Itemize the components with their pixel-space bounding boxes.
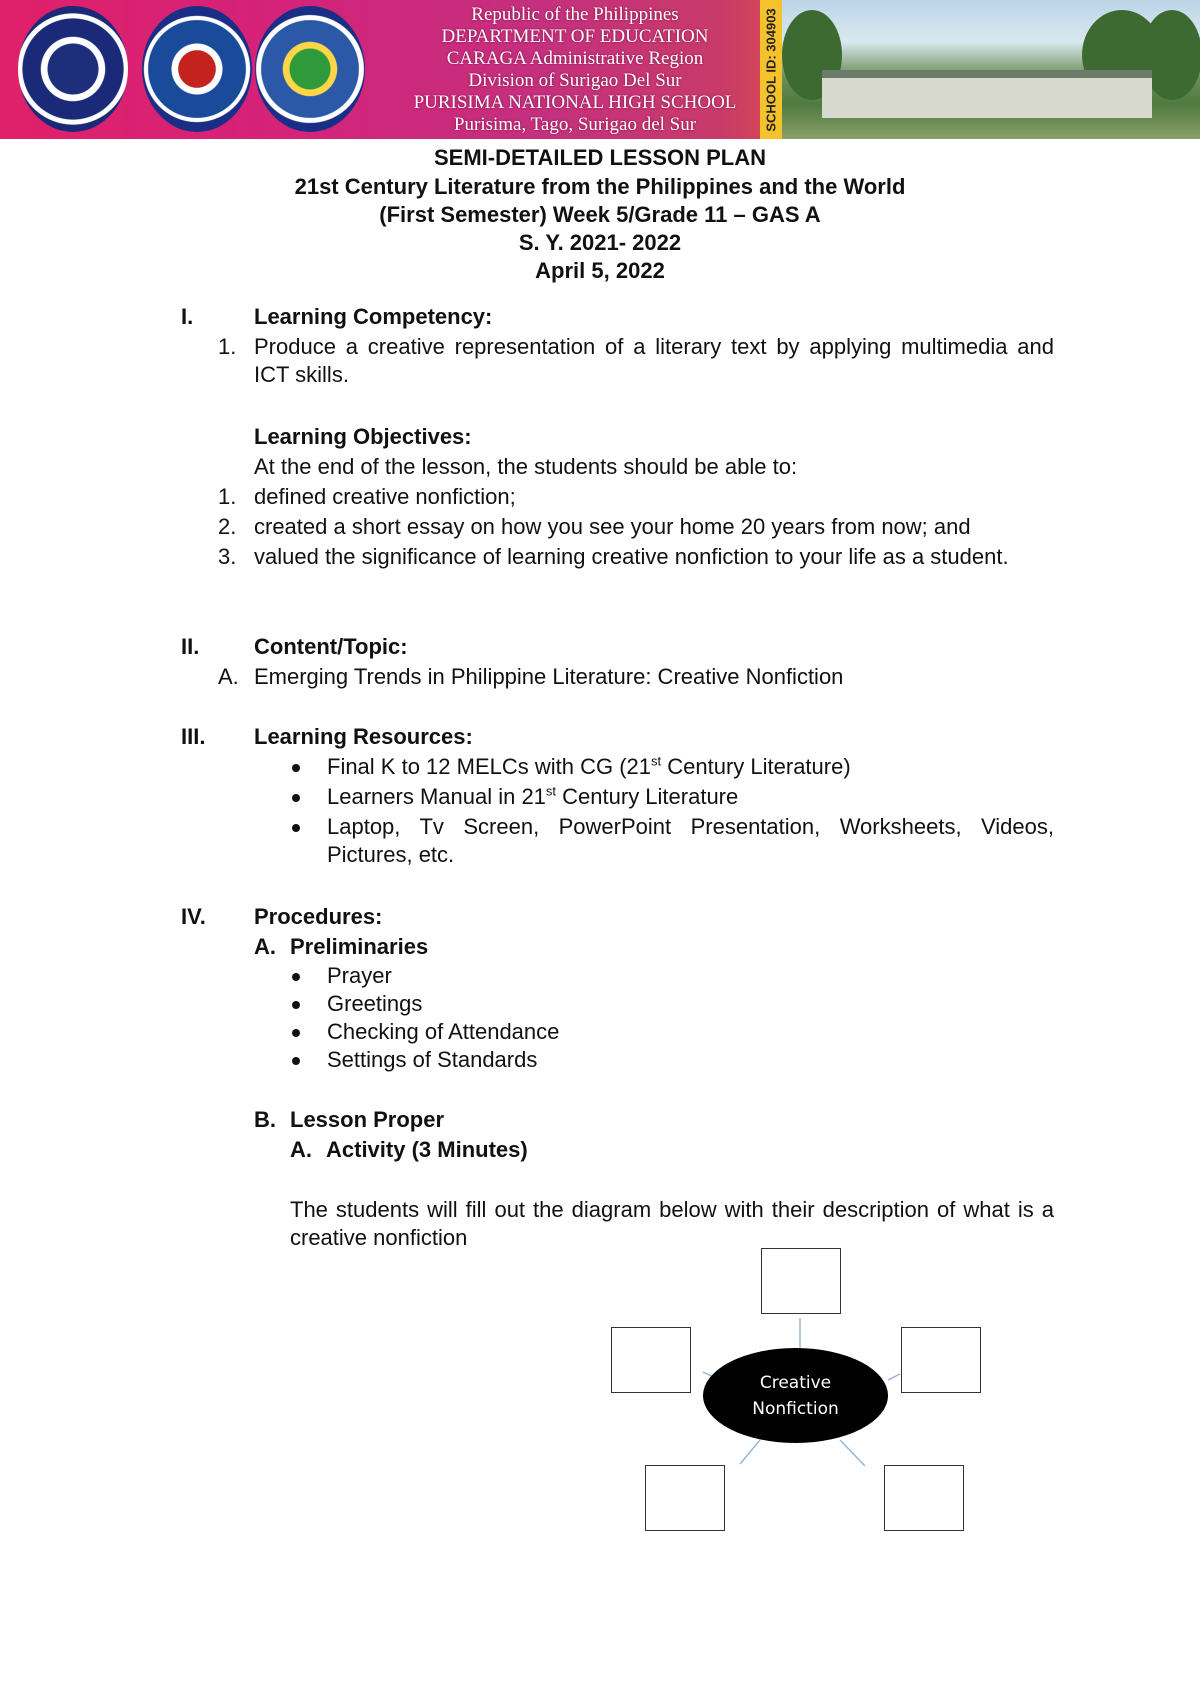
header-line-deped: DEPARTMENT OF EDUCATION — [441, 26, 709, 47]
section-4-heading: Procedures: — [254, 904, 383, 929]
section-2-number: II. — [181, 634, 200, 659]
diagram-blank-box-right[interactable] — [901, 1327, 981, 1393]
diagram-center-node — [703, 1348, 888, 1443]
topic-text: Emerging Trends in Philippine Literature: Creative Nonfiction — [254, 664, 844, 689]
objective-text: defined creative nonfiction; — [254, 484, 516, 509]
doc-title: SEMI-DETAILED LESSON PLAN — [433, 145, 767, 170]
topic-letter: A. — [218, 664, 239, 689]
header-line-region: CARAGA Administrative Region — [446, 48, 704, 69]
header-line-school: PURISIMA NATIONAL HIGH SCHOOL — [413, 92, 737, 113]
prelim-item: Greetings — [327, 991, 423, 1016]
header-line-address: Purisima, Tago, Surigao del Sur — [453, 114, 697, 135]
prelim-heading: Preliminaries — [290, 934, 429, 959]
section-3-number: III. — [181, 724, 206, 749]
objective-number: 2. — [218, 514, 237, 539]
semester-line: (First Semester) Week 5/Grade 11 – GAS A — [379, 202, 821, 227]
prelim-item: Checking of Attendance — [327, 1019, 560, 1044]
objective-number: 1. — [218, 484, 237, 509]
resource-item: Final K to 12 MELCs with CG (21st Century Literature) — [327, 753, 851, 779]
competency-text: Produce a creative representation of a literary text by applying multimedia and ICT skills. — [254, 334, 1054, 387]
resource-item: Laptop, Tv Screen, PowerPoint Presentation, Worksheets, Videos, Pictures, etc. — [327, 814, 1054, 867]
prelim-item: Settings of Standards — [327, 1047, 538, 1072]
section-2-heading: Content/Topic: — [254, 634, 408, 659]
school-year: S. Y. 2021- 2022 — [518, 230, 682, 255]
section-1-number: I. — [181, 304, 194, 329]
resource-item: Learners Manual in 21st Century Literature — [327, 783, 739, 809]
competency-number: 1. — [218, 334, 237, 359]
lesson-date: April 5, 2022 — [535, 258, 665, 283]
diagram-blank-box-bottom-right[interactable] — [884, 1465, 964, 1531]
prelim-item: Prayer — [327, 963, 392, 988]
activity-instructions: The students will fill out the diagram below with their description of what is a creative nonfiction — [290, 1197, 1054, 1250]
diagram-blank-box-top[interactable] — [761, 1248, 841, 1314]
school-id-label: SCHOOL ID: 304903 — [763, 7, 779, 132]
objective-text: created a short essay on how you see your home 20 years from now; and — [254, 514, 971, 539]
activity-letter: A. — [290, 1137, 312, 1162]
header-line-division: Division of Surigao Del Sur — [468, 70, 682, 91]
objectives-heading: Learning Objectives: — [254, 424, 472, 449]
diagram-center-line-1: Creative — [759, 1372, 832, 1393]
prelim-letter: A. — [254, 934, 276, 959]
diagram-blank-box-bottom-left[interactable] — [645, 1465, 725, 1531]
section-3-heading: Learning Resources: — [254, 724, 473, 749]
section-4-number: IV. — [181, 904, 206, 929]
lesson-proper-letter: B. — [254, 1107, 276, 1132]
diagram-center-line-2: Nonfiction — [752, 1398, 839, 1419]
objective-number: 3. — [218, 544, 237, 569]
objectives-intro: At the end of the lesson, the students should be able to: — [254, 454, 798, 479]
lesson-proper-heading: Lesson Proper — [290, 1107, 445, 1132]
subject-title: 21st Century Literature from the Philippines and the World — [294, 174, 906, 199]
header-line-republic: Republic of the Philippines — [471, 4, 679, 25]
activity-heading: Activity (3 Minutes) — [326, 1137, 528, 1162]
diagram-blank-box-left[interactable] — [611, 1327, 691, 1393]
section-1-heading: Learning Competency: — [254, 304, 493, 329]
objective-text: valued the significance of learning creative nonfiction to your life as a student. — [254, 544, 1009, 569]
